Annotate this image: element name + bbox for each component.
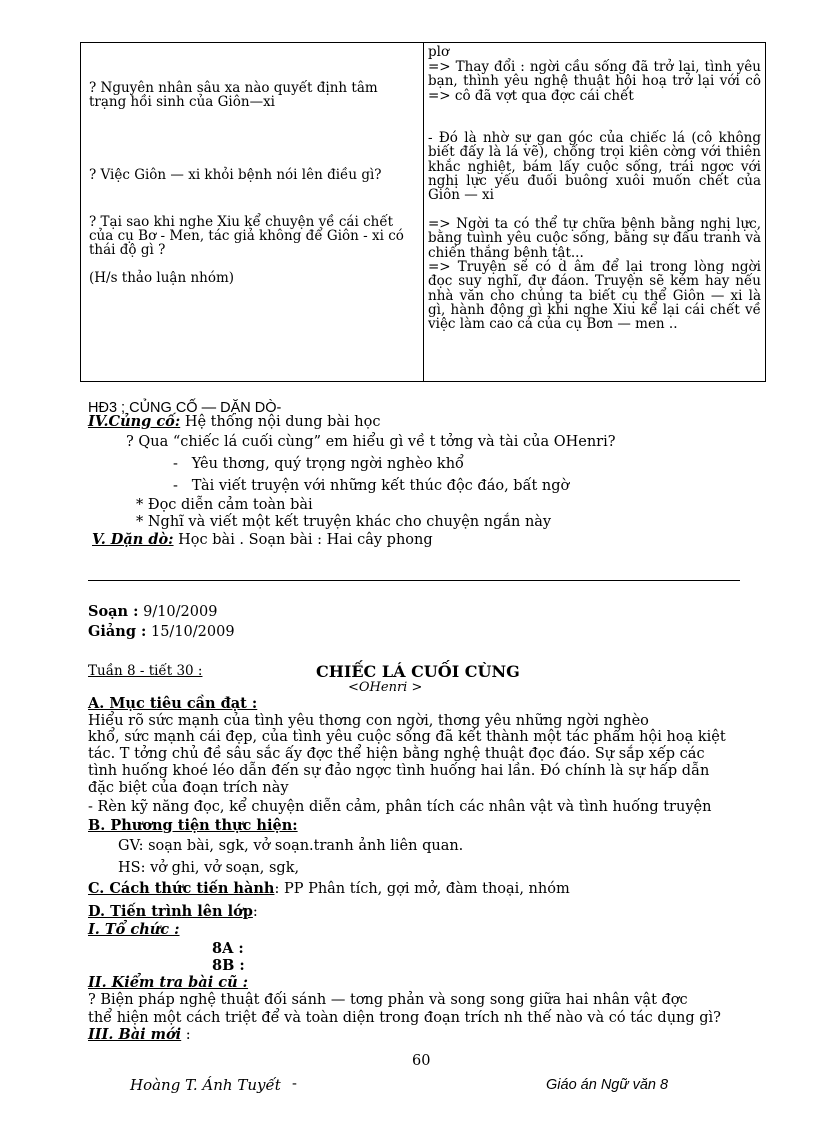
answer-3: => Ngời ta có thể tự chữa bệnh bằng nghị lực, bằng tuình yêu cuộc sống, bằng sự đấu tranh và chiến thắng bệnh tật... bbox=[428, 216, 761, 261]
question-1: ? Nguyên nhân sâu xa nào quyết định tâm trạng hồi sinh của Giôn—xi bbox=[89, 80, 378, 110]
dando-label: V. Dặn dò: bbox=[92, 531, 174, 548]
section-a-line-4: tình huống khoé léo dẫn đến sự đảo ngợc tình huống hai lần. Đó chính là sự hấp dẫn bbox=[88, 763, 710, 779]
cungco-question: ? Qua “chiếc lá cuối cùng” em hiểu gì về t tởng và tài của OHenri? bbox=[126, 434, 616, 450]
class-8b: 8B : bbox=[212, 957, 245, 974]
kiem-tra-line-2: thể hiện một cách triệt để và toàn diện trong đoạn trích nh thế nào và có tác dụng gì? bbox=[88, 1010, 721, 1026]
section-a-line-2: khổ, sức mạnh cái đẹp, của tình yêu cuộc sống đã kết thành một tác phẩm hội hoạ kiệt bbox=[88, 729, 726, 745]
section-a-skill: - Rèn kỹ năng đọc, kể chuyện diễn cảm, phân tích các nhân vật và tình huống truyện bbox=[88, 799, 712, 815]
footer-book: Giáo án Ngữ văn 8 bbox=[546, 1077, 669, 1093]
bai-moi-heading: III. Bài mới bbox=[88, 1026, 182, 1043]
section-c-heading: C. Cách thức tiến hành bbox=[88, 880, 275, 897]
page-title: CHIẾC LÁ CUỐI CÙNG bbox=[316, 662, 520, 681]
bai-moi-text: : bbox=[181, 1027, 191, 1043]
answer-4: => Truyện sẽ có d âm để lại trong lòng ngời đọc suy nghĩ, đự đáon. Truyện sẽ kém hay nếu nhà văn cho chúng ta biết cụ thể Giôn — xi là gì, hành động gì khi nghe Xiu kể lại cái chết về việc làm cao cả của cụ Bơn — men .. bbox=[428, 259, 761, 333]
class-8a: 8A : bbox=[212, 940, 244, 957]
dando-text: Học bài . Soạn bài : Hai cây phong bbox=[173, 532, 433, 548]
section-a-line-5: đặc biệt của đoạn trích này bbox=[88, 780, 289, 796]
answer-2: - Đó là nhờ sự gan góc của chiếc lá (cô không biết đấy là lá vẽ), chống trọi kiên cờng với thiên khắc nghiệt, bám lấy cuộc sống, trái ngợc với nghị lực yếu đuối buông xuôi muốn chết của Giôn — xi bbox=[428, 130, 761, 204]
cungco-line bbox=[88, 414, 380, 430]
section-a-heading: A. Mục tiêu cần đạt : bbox=[88, 695, 258, 712]
giang-line bbox=[88, 624, 235, 640]
giang-label: Giảng : bbox=[88, 623, 147, 640]
question-3: ? Tại sao khi nghe Xiu kể chuyện về cái chết của cụ Bơ - Men, tác giả không để Giôn - xi có thái độ gì ? bbox=[89, 214, 404, 258]
section-c-line bbox=[88, 881, 570, 897]
footer-author: Hoàng T. Ánh Tuyết bbox=[130, 1076, 281, 1094]
bullet-2-text: Tài viết truyện với những kết thúc độc đáo, bất ngờ bbox=[191, 478, 570, 494]
bullet-2: - Tài viết truyện với những kết thúc độc đáo, bất ngờ bbox=[173, 478, 570, 494]
answer-1: => Thay đổi : ngời cầu sống đã trở lại, tình yêu bạn, thình yêu nghệ thuật hội hoạ trở lại với cô => cô đã vợt qua đợc cái chết bbox=[428, 59, 761, 104]
giang-value: 15/10/2009 bbox=[146, 624, 235, 640]
cungco-text: Hệ thống nội dung bài học bbox=[180, 414, 381, 430]
bai-moi-line bbox=[88, 1027, 191, 1043]
to-chuc-heading: I. Tổ chức : bbox=[88, 921, 180, 938]
star-1: * Đọc diễn cảm toàn bài bbox=[136, 497, 313, 513]
kiem-tra-heading: II. Kiểm tra bài cũ : bbox=[88, 974, 249, 991]
soan-line bbox=[88, 604, 217, 620]
kiem-tra-line-1: ? Biện pháp nghệ thuật đối sánh — tơng phản và song song giữa hai nhân vật đợc bbox=[88, 992, 688, 1008]
cungco-label: IV.Củng cố: bbox=[88, 413, 181, 430]
page-subtitle: <OHenri > bbox=[348, 680, 423, 695]
section-divider bbox=[88, 580, 740, 581]
section-a-line-3: tác. T tởng chủ đề sâu sắc ấy đợc thể hiện bằng nghệ thuật đọc đáo. Sự sắp xếp các bbox=[88, 746, 705, 762]
soan-label: Soạn : bbox=[88, 603, 139, 620]
footer-dash: - bbox=[292, 1076, 297, 1092]
section-a-line-1: Hiểu rõ sức mạnh của tình yêu thơng con ngời, thơng yêu những ngời nghèo bbox=[88, 713, 649, 729]
lesson-table bbox=[80, 42, 766, 382]
section-b-heading: B. Phương tiện thực hiện: bbox=[88, 817, 298, 834]
section-d-heading: D. Tiến trình lên lớp bbox=[88, 903, 253, 920]
dando-line bbox=[92, 532, 433, 548]
section-b-gv: GV: soạn bài, sgk, vở soạn.tranh ảnh liên quan. bbox=[118, 838, 464, 854]
table-divider bbox=[423, 43, 424, 381]
question-2: ? Việc Giôn — xi khỏi bệnh nói lên điều gì? bbox=[89, 167, 382, 183]
tuan-label: Tuần 8 - tiết 30 : bbox=[88, 663, 203, 679]
bullet-1: - Yêu thơng, quý trọng ngời nghèo khổ bbox=[173, 456, 464, 472]
soan-value: 9/10/2009 bbox=[138, 604, 218, 620]
section-d-line bbox=[88, 904, 258, 920]
section-d-text: : bbox=[252, 904, 258, 920]
section-b-hs: HS: vở ghi, vở soạn, sgk, bbox=[118, 860, 300, 876]
question-note: (H/s thảo luận nhóm) bbox=[89, 270, 235, 286]
bullet-1-text: Yêu thơng, quý trọng ngời nghèo khổ bbox=[191, 456, 464, 472]
answer-0: plơ bbox=[428, 44, 450, 60]
hd3-heading: HĐ3 ; CỦNG CỐ — DẶN DÒ- bbox=[88, 400, 282, 416]
section-c-text: : PP Phân tích, gợi mở, đàm thoại, nhóm bbox=[274, 881, 570, 897]
star-2: * Nghĩ và viết một kết truyện khác cho chuyện ngắn này bbox=[136, 514, 552, 530]
page-number: 60 bbox=[412, 1053, 431, 1069]
